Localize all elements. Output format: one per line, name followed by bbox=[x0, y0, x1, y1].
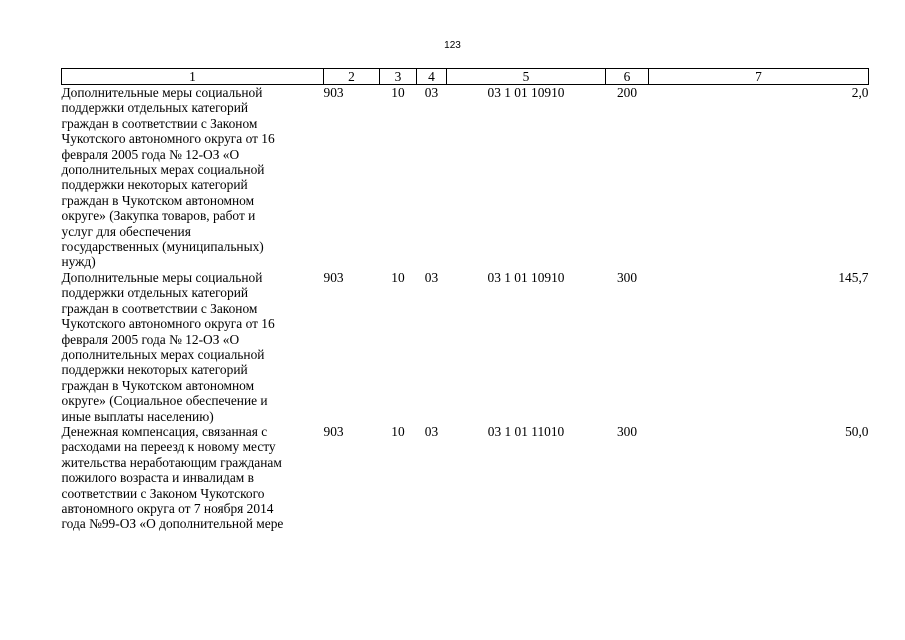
description-line: Чукотского автономного округа от 16 bbox=[61, 131, 275, 147]
subsection-cell: 03 bbox=[424, 85, 439, 100]
table-row bbox=[62, 424, 869, 532]
budget-table bbox=[61, 68, 869, 532]
section-cell: 10 bbox=[391, 423, 405, 439]
description-line: соответствии с Законом Чукотского bbox=[61, 485, 265, 501]
section-cell: 10 bbox=[391, 269, 405, 285]
column-header-5: 5 bbox=[447, 69, 606, 85]
description-line: поддержки некоторых категорий bbox=[61, 177, 248, 193]
column-header-4: 4 bbox=[417, 69, 447, 85]
expense-type-cell: 300 bbox=[616, 423, 638, 439]
description-line: округе» (Закупка товаров, работ и bbox=[61, 208, 256, 224]
description-cell bbox=[62, 270, 324, 424]
description-line: дополнительных мерах социальной bbox=[61, 162, 265, 178]
description-line: Денежная компенсация, связанная с bbox=[61, 423, 268, 439]
subsection-cell: 03 bbox=[424, 269, 439, 285]
table-row bbox=[62, 270, 869, 424]
description-cell bbox=[62, 85, 324, 270]
description-line: граждан в соответствии с Законом bbox=[61, 300, 258, 316]
description-line: поддержки отдельных категорий bbox=[61, 285, 249, 301]
description-line: расходами на переезд к новому месту bbox=[61, 439, 276, 455]
description-line: Чукотского автономного округа от 16 bbox=[61, 316, 275, 332]
description-line: жительства неработающим гражданам bbox=[61, 454, 282, 470]
target-article-cell: 03 1 01 11010 bbox=[487, 423, 565, 439]
table-row bbox=[62, 85, 869, 270]
column-header-1: 1 bbox=[62, 69, 324, 85]
description-line: февраля 2005 года № 12-ОЗ «О bbox=[61, 146, 240, 162]
description-line: государственных (муниципальных) bbox=[61, 239, 264, 255]
description-line: округе» (Социальное обеспечение и bbox=[61, 393, 268, 409]
subsection-cell: 03 bbox=[424, 423, 439, 439]
description-line: года №99-ОЗ «О дополнительной мере bbox=[61, 516, 284, 532]
description-line: Дополнительные меры социальной bbox=[61, 85, 263, 100]
ministry-code-cell: 903 bbox=[323, 269, 344, 285]
description-line: граждан в Чукотском автономном bbox=[61, 377, 255, 393]
description-line: поддержки отдельных категорий bbox=[61, 100, 249, 116]
column-header-3: 3 bbox=[380, 69, 417, 85]
amount-cell: 50,0 bbox=[845, 423, 869, 439]
column-header-7: 7 bbox=[649, 69, 869, 85]
target-article-cell: 03 1 01 10910 bbox=[487, 269, 565, 285]
description-line: автономного округа от 7 ноября 2014 bbox=[61, 500, 274, 516]
header-row bbox=[62, 69, 869, 85]
page-number: 123 bbox=[444, 40, 461, 51]
description-line: нужд) bbox=[61, 254, 96, 270]
amount-cell: 2,0 bbox=[851, 85, 869, 100]
ministry-code-cell: 903 bbox=[323, 85, 344, 100]
ministry-code-cell: 903 bbox=[323, 423, 344, 439]
description-line: граждан в соответствии с Законом bbox=[61, 115, 258, 131]
description-cell bbox=[62, 424, 324, 532]
expense-type-cell: 300 bbox=[616, 269, 638, 285]
description-line: иные выплаты населению) bbox=[61, 408, 214, 424]
column-header-2: 2 bbox=[324, 69, 380, 85]
amount-cell: 145,7 bbox=[838, 269, 869, 285]
section-cell: 10 bbox=[391, 85, 405, 100]
description-line: февраля 2005 года № 12-ОЗ «О bbox=[61, 331, 240, 347]
target-article-cell: 03 1 01 10910 bbox=[487, 85, 565, 100]
description-line: Дополнительные меры социальной bbox=[61, 269, 263, 285]
description-line: пожилого возраста и инвалидам в bbox=[61, 470, 254, 486]
column-header-6: 6 bbox=[606, 69, 649, 85]
expense-type-cell: 200 bbox=[616, 85, 638, 100]
description-line: дополнительных мерах социальной bbox=[61, 346, 265, 362]
description-line: поддержки некоторых категорий bbox=[61, 362, 248, 378]
description-line: граждан в Чукотском автономном bbox=[61, 192, 255, 208]
description-line: услуг для обеспечения bbox=[61, 223, 191, 239]
